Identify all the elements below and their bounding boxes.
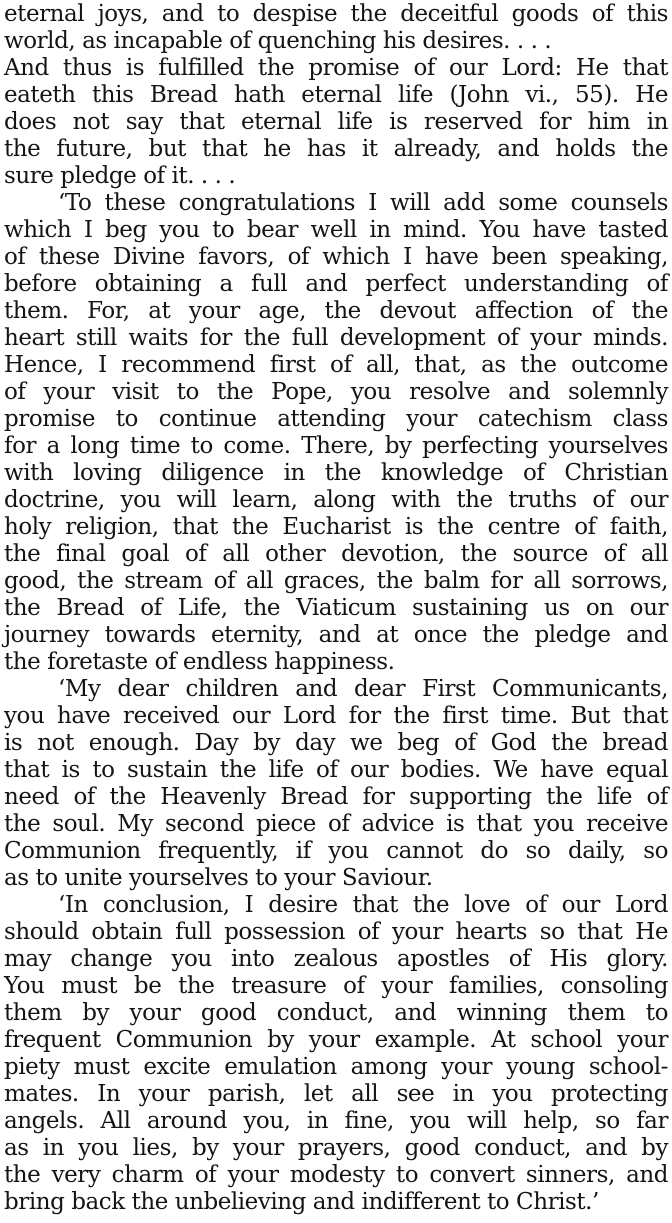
text-line: as to unite yourselves to your Saviour. (4, 865, 433, 891)
text-line: good, the stream of all graces, the balm for all sorrows, (4, 568, 668, 594)
paragraph-first-line: ‘In conclusion, I desire that the love of our Lord (58, 892, 668, 918)
text-line: which I beg you to bear well in mind. You have tasted (4, 217, 668, 243)
text-line: them by your good conduct, and winning them to (4, 1000, 668, 1026)
paragraph-first-line: ‘To these congratulations I will add some counsels (58, 190, 668, 216)
text-line: piety must excite emulation among your young school- (4, 1054, 668, 1080)
text-line: is not enough. Day by day we beg of God the bread (4, 730, 668, 756)
text-line: the soul. My second piece of advice is that you receive (4, 811, 668, 837)
text-line: need of the Heavenly Bread for supporting the life of (4, 784, 668, 810)
paragraph-first-line: ‘My dear children and dear First Communicants, (58, 676, 668, 702)
text-line: the foretaste of endless happiness. (4, 649, 395, 675)
text-line: Communion frequently, if you cannot do so daily, so (4, 838, 668, 864)
text-line: for a long time to come. There, by perfecting yourselves (4, 433, 668, 459)
text-line: You must be the treasure of your families, consoling (4, 973, 668, 999)
text-line: them. For, at your age, the devout affection of the (4, 298, 668, 324)
text-line: eternal joys, and to despise the deceitful goods of this (4, 1, 668, 27)
text-line: bring back the unbelieving and indifferent to Christ.’ (4, 1189, 599, 1215)
text-line: eateth this Bread hath eternal life (John vi., 55). He (4, 82, 668, 108)
text-line: holy religion, that the Eucharist is the centre of faith, (4, 514, 668, 540)
text-line: the final goal of all other devotion, the source of all (4, 541, 668, 567)
text-line: as in you lies, by your prayers, good conduct, and by (4, 1135, 668, 1161)
text-line: And thus is fulfilled the promise of our Lord: He that (4, 55, 668, 81)
book-page (4, 0, 668, 1223)
text-line: of these Divine favors, of which I have been speaking, (4, 244, 668, 270)
text-line: journey towards eternity, and at once the pledge and (4, 622, 668, 648)
text-line: with loving diligence in the knowledge of Christian (4, 460, 668, 486)
text-line: Hence, I recommend first of all, that, as the outcome (4, 352, 668, 378)
text-line: the very charm of your modesty to convert sinners, and (4, 1162, 668, 1188)
text-line: should obtain full possession of your hearts so that He (4, 919, 668, 945)
text-line: doctrine, you will learn, along with the truths of our (4, 487, 668, 513)
text-line: does not say that eternal life is reserved for him in (4, 109, 668, 135)
text-line: that is to sustain the life of our bodies. We have equal (4, 757, 668, 783)
text-line: the future, but that he has it already, and holds the (4, 136, 668, 162)
text-line: world, as incapable of quenching his desires. . . . (4, 28, 552, 54)
text-line: mates. In your parish, let all see in you protecting (4, 1081, 668, 1107)
text-line: of your visit to the Pope, you resolve and solemnly (4, 379, 668, 405)
text-line: you have received our Lord for the first time. But that (4, 703, 668, 729)
text-line: promise to continue attending your catechism class (4, 406, 668, 432)
text-line: heart still waits for the full development of your minds. (4, 325, 668, 351)
text-line: sure pledge of it. . . . (4, 163, 236, 189)
text-line: frequent Communion by your example. At school your (4, 1027, 668, 1053)
text-line: angels. All around you, in fine, you will help, so far (4, 1108, 668, 1134)
text-line: before obtaining a full and perfect understanding of (4, 271, 668, 297)
text-line: may change you into zealous apostles of His glory. (4, 946, 668, 972)
text-line: the Bread of Life, the Viaticum sustaining us on our (4, 595, 668, 621)
